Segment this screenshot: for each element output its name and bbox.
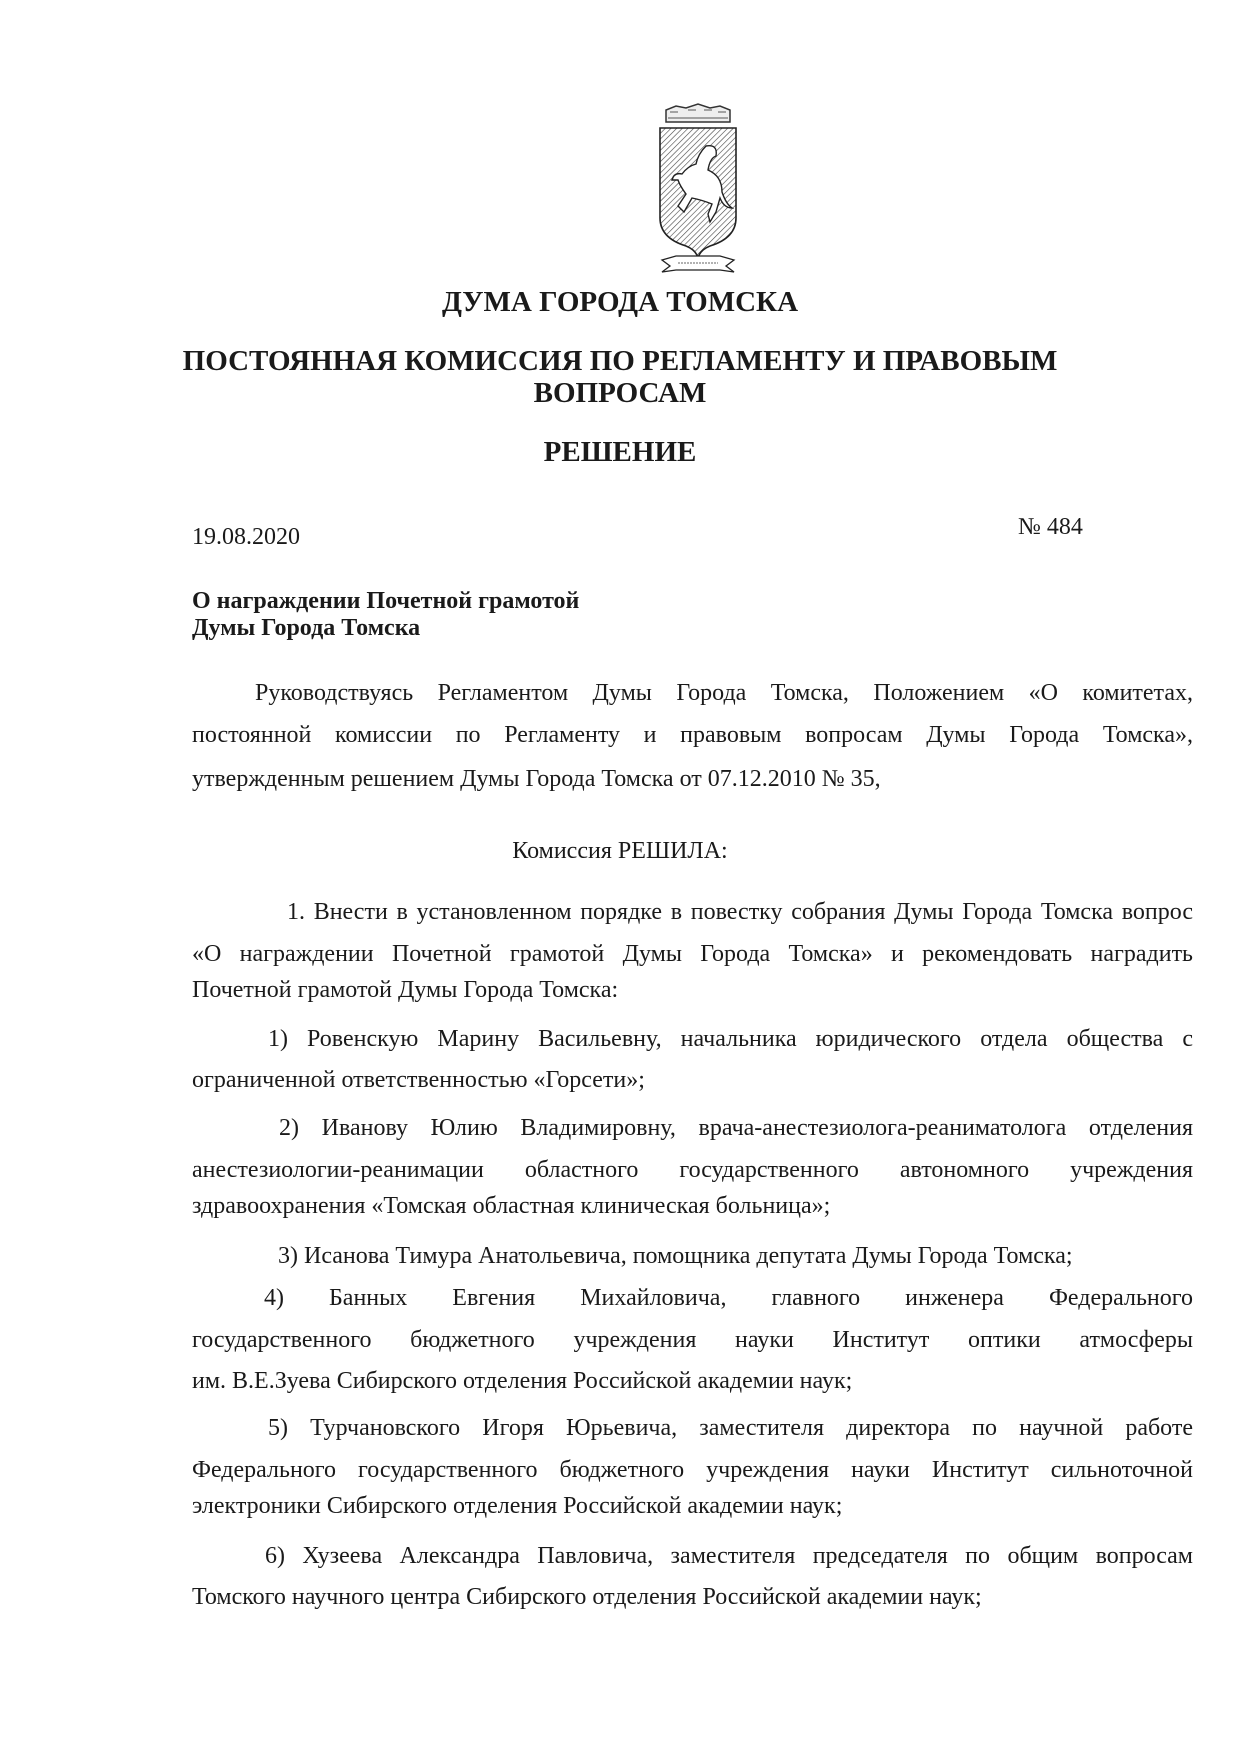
- paragraph-line: 2) Иванову Юлию Владимировну, врача-анестезиолога-реаниматолога отделения: [279, 1115, 1193, 1141]
- paragraph-line: 3) Исанова Тимура Анатольевича, помощника депутата Думы Города Томска;: [278, 1243, 1073, 1269]
- paragraph-line: государственного бюджетного учреждения науки Институт оптики атмосферы: [192, 1327, 1193, 1353]
- paragraph-line: Федерального государственного бюджетного учреждения науки Институт сильноточной: [192, 1457, 1193, 1483]
- subject-line-1: О награждении Почетной грамотой: [192, 588, 580, 614]
- paragraph-line: Руководствуясь Регламентом Думы Города Томска, Положением «О комитетах,: [255, 680, 1193, 706]
- subject-line-2: Думы Города Томска: [192, 615, 421, 641]
- resolution-heading: Комиссия РЕШИЛА:: [512, 838, 728, 864]
- paragraph-line: Почетной грамотой Думы Города Томска:: [192, 977, 619, 1003]
- paragraph-line: 6) Хузеева Александра Павловича, заместителя председателя по общим вопросам: [265, 1543, 1193, 1569]
- paragraph-line: 1. Внести в установленном порядке в повестку собрания Думы Города Томска вопрос: [287, 899, 1193, 925]
- paragraph-line: здравоохранения «Томская областная клиническая больница»;: [192, 1193, 831, 1219]
- paragraph-line: постоянной комиссии по Регламенту и правовым вопросам Думы Города Томска»,: [192, 722, 1193, 748]
- document-date: 19.08.2020: [192, 524, 300, 550]
- paragraph-line: электроники Сибирского отделения Российской академии наук;: [192, 1493, 843, 1519]
- paragraph-line: Томского научного центра Сибирского отделения Российской академии наук;: [192, 1584, 982, 1610]
- document-type: РЕШЕНИЕ: [543, 436, 697, 468]
- organization-title: ДУМА ГОРОДА ТОМСКА: [441, 286, 799, 318]
- paragraph-line: 1) Ровенскую Марину Васильевну, начальника юридического отдела общества с: [268, 1026, 1193, 1052]
- paragraph-line: «О награждении Почетной грамотой Думы Города Томска» и рекомендовать наградить: [192, 941, 1193, 967]
- paragraph-line: 5) Турчановского Игоря Юрьевича, заместителя директора по научной работе: [268, 1415, 1193, 1441]
- commission-title-line-2: ВОПРОСАМ: [533, 377, 707, 409]
- paragraph-line: анестезиологии-реанимации областного государственного автономного учреждения: [192, 1157, 1193, 1183]
- paragraph-line: 4) Банных Евгения Михайловича, главного инженера Федерального: [264, 1285, 1193, 1311]
- document-number: № 484: [1018, 514, 1083, 540]
- paragraph-line: ограниченной ответственностью «Горсети»;: [192, 1067, 645, 1093]
- commission-title-line-1: ПОСТОЯННАЯ КОМИССИЯ ПО РЕГЛАМЕНТУ И ПРАВОВЫМ: [182, 345, 1058, 377]
- paragraph-line: утвержденным решением Думы Города Томска от 07.12.2010 № 35,: [192, 766, 881, 792]
- paragraph-line: им. В.Е.Зуева Сибирского отделения Российской академии наук;: [192, 1368, 853, 1394]
- coat-of-arms-emblem: [648, 100, 748, 276]
